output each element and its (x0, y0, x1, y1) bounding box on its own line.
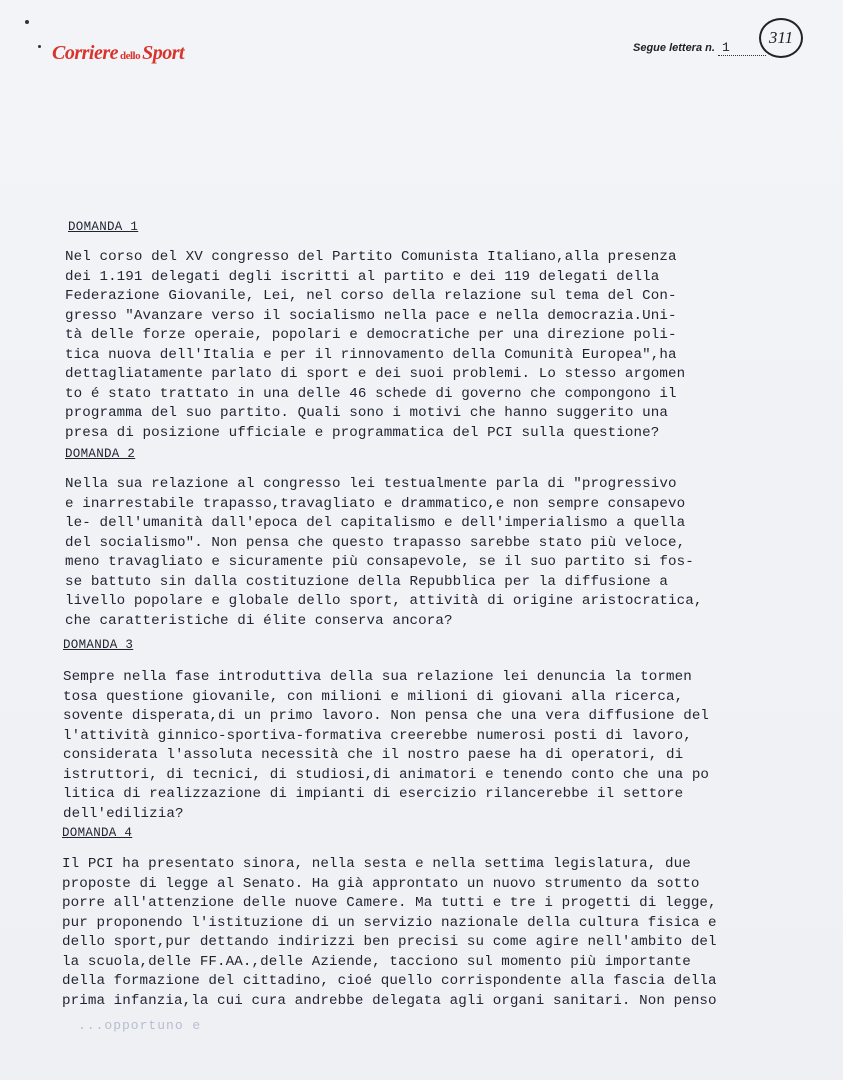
question-2-text: Nella sua relazione al congresso lei testualmente parla di "progressivo e inarrestabile trapasso,travagliato e drammatico,e non sempre consapevo le- dell'umanità dall'epoca del capitalismo e dell'imperialismo a quella del socialismo". Non pensa che questo trapasso sarebbe stato più veloce, meno travagliato e sicuramente più consapevole, se il suo partito si fos- se battuto sin dalla costituzione della Repubblica per la diffusione a livello popolare e globale dello sport, attività di origine aristocratica, che caratteristiche di élite conserva ancora? (65, 476, 703, 629)
segue-lettera (633, 40, 766, 56)
segue-number: 1 (718, 40, 766, 56)
question-3-text: Sempre nella fase introduttiva della sua relazione lei denuncia la tormen tosa questione giovanile, con milioni e milioni di giovani alla ricerca, sovente disperata,di un primo lavoro. Non pensa che una vera diffusione del l'attività ginnico-sportiva-formativa creerebbe numerosi posti di lavoro, considerata l'assoluta necessità che il nostro paese ha di operatori, di istruttori, di tecnici, di studiosi,di animatori e tenendo conto che una po litica di realizzazione di impianti di esercizio rilancerebbe il settore dell'edilizia? (63, 669, 710, 822)
question-4-heading: DOMANDA 4 (62, 826, 133, 840)
question-4-text: Il PCI ha presentato sinora, nella sesta e nella settima legislatura, due proposte di legge al Senato. Ha già approntato un nuovo strumento da sotto porre all'attenzione delle nuove Camere. Ma tutti e tre i progetti di legge, pur proponendo l'istituzione di un servizio nazionale della cultura fisica e dello sport,pur dettando indirizzi ben precisi su come agire nell'ambito del la scuola,delle FF.AA.,delle Aziende, tacciono sul momento più importante della formazione del cittadino, cioé quello corrispondente alla fascia della prima infanzia,la cui cura andrebbe delegata agli organi sanitari. Non penso (62, 856, 717, 1009)
circled-page-stamp: 311 (759, 18, 803, 58)
corner-mark (38, 45, 41, 48)
segue-label: Segue lettera n. (633, 42, 715, 54)
question-1-heading: DOMANDA 1 (68, 220, 139, 234)
question-1-text: Nel corso del XV congresso del Partito Comunista Italiano,alla presenza dei 1.191 delegati degli iscritti al partito e dei 119 delegati della Federazione Giovanile, Lei, nel corso della relazione sul tema del Con- gresso "Avanzare verso il socialismo nella pace e nella democrazia.Uni- tà delle forze operaie, popolari e democratiche per una direzione poli- tica nuova dell'Italia e per il rinnovamento della Comunità Europea",ha dettagliatamente parlato di sport e dei suoi problemi. Lo stesso argomen to é stato trattato in una delle 46 schede di governo che compongono il programma del suo partito. Quali sono i motivi che hanno suggerito una presa di posizione ufficiale e programmatica del PCI sulla questione? (65, 249, 686, 441)
corriere-dello-sport-logo: Corriere dello Sport (52, 42, 185, 64)
question-2-heading: DOMANDA 2 (65, 447, 136, 461)
show-through-text: ...opportuno e (78, 1018, 202, 1033)
corner-mark (25, 20, 29, 24)
question-3-heading: DOMANDA 3 (63, 638, 134, 652)
